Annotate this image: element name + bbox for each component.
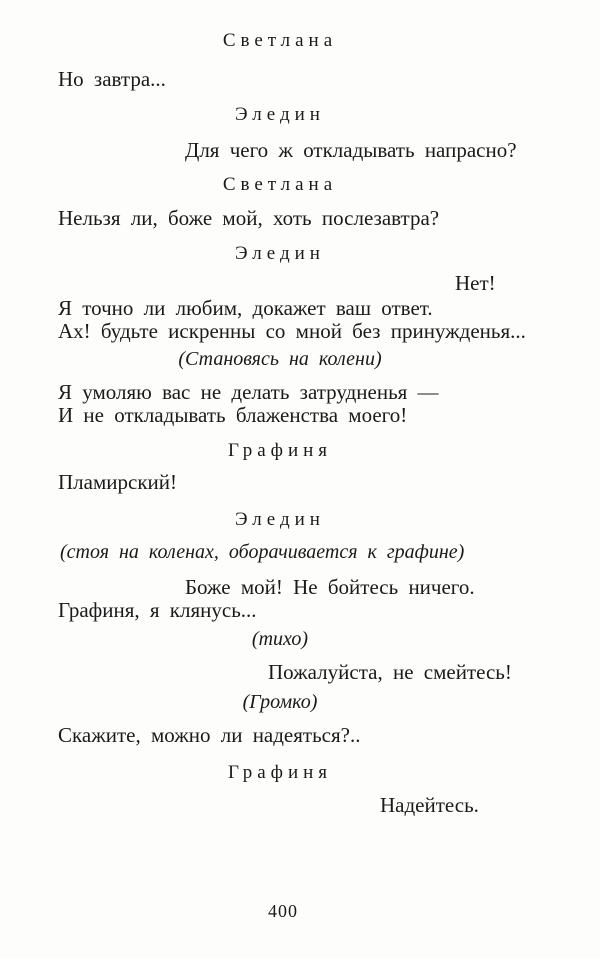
stage-direction: (тихо): [251, 628, 309, 650]
dialogue-line: Графиня, я клянусь...: [58, 598, 257, 622]
speaker-eledin: Эледин: [235, 243, 325, 264]
dialogue-line: Нельзя ли, боже мой, хоть послезавтра?: [58, 206, 440, 230]
dialogue-line: Для чего ж откладывать напрасно?: [185, 138, 517, 162]
dialogue-line: Надейтесь.: [380, 793, 479, 817]
speaker-grafinya: Графиня: [227, 762, 333, 783]
speaker-eledin: Эледин: [235, 104, 325, 125]
dialogue-line: Пожалуйста, не смейтесь!: [268, 660, 512, 684]
speaker-eledin: Эледин: [235, 509, 325, 530]
page-number: 400: [268, 901, 298, 921]
dialogue-line: Пламирский!: [58, 470, 177, 494]
dialogue-line: Боже мой! Не бойтесь ничего.: [185, 575, 475, 599]
dialogue-line: Но завтра...: [58, 67, 166, 91]
speaker-svetlana: Светлана: [222, 30, 338, 51]
stage-direction: (Громко): [242, 691, 318, 713]
stage-direction: (стоя на коленах, оборачивается к графине): [60, 541, 465, 563]
dialogue-line: Скажите, можно ли надеяться?..: [58, 723, 361, 747]
speaker-grafinya: Графиня: [227, 440, 333, 461]
dialogue-line: Я точно ли любим, докажет ваш ответ.: [58, 296, 433, 320]
dialogue-line: Нет!: [455, 271, 496, 295]
dialogue-line: Я умоляю вас не делать затрудненья —: [58, 380, 439, 404]
speaker-svetlana: Светлана: [222, 174, 338, 195]
stage-direction: (Становясь на колени): [178, 348, 382, 370]
dialogue-line: Ах! будьте искренны со мной без принужденья...: [58, 319, 526, 343]
dialogue-line: И не откладывать блаженства моего!: [58, 403, 408, 427]
